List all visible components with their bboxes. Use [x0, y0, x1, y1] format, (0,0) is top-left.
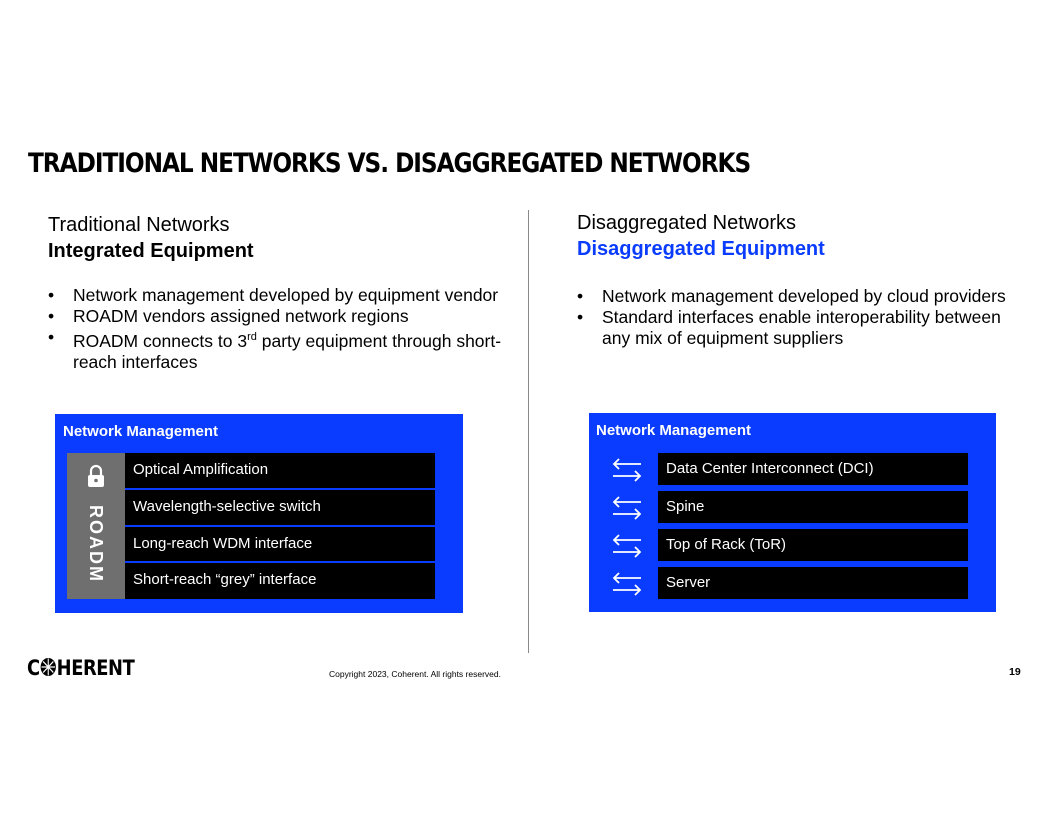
left-bullet-3-text: ROADM connects to 3	[73, 330, 248, 351]
roadm-row-optical-amplification: Optical Amplification	[125, 453, 435, 488]
left-bullet-3	[48, 327, 518, 373]
lock-icon	[85, 464, 107, 493]
page-number: 19	[1009, 666, 1021, 678]
right-heading: Disaggregated Networks	[577, 212, 796, 234]
server-row: Server	[658, 567, 968, 599]
roadm-bar	[67, 453, 125, 599]
right-bullet-1: • Network management developed by cloud providers	[577, 286, 1017, 307]
roadm-row-wavelength-selective-switch: Wavelength-selective switch	[125, 490, 435, 525]
copyright-text: Copyright 2023, Coherent. All rights reserved.	[329, 669, 501, 679]
left-bullet-3-superscript: rd	[247, 331, 257, 343]
right-bullet-2: • Standard interfaces enable interoperability between any mix of equipment suppliers	[577, 307, 1017, 349]
bidirectional-arrow-icon	[611, 496, 643, 520]
left-heading: Traditional Networks	[48, 214, 230, 236]
right-bullet-list	[577, 286, 1017, 349]
right-column-header	[577, 210, 825, 262]
logo-letter: C	[27, 656, 40, 680]
left-panel-title: Network Management	[63, 423, 219, 440]
right-subheading: Disaggregated Equipment	[577, 238, 825, 260]
logo-text: HERENT	[56, 656, 135, 680]
left-bullet-1: • Network management developed by equipment vendor	[48, 285, 518, 306]
tor-row: Top of Rack (ToR)	[658, 529, 968, 561]
bidirectional-arrow-icon	[611, 534, 643, 558]
roadm-label: ROADM	[86, 505, 106, 583]
roadm-row-long-reach-wdm: Long-reach WDM interface	[125, 527, 435, 561]
left-bullet-3-text-cont: party equipment through short-reach interfaces	[73, 330, 502, 372]
left-bullet-list	[48, 285, 518, 373]
left-subheading: Integrated Equipment	[48, 240, 254, 262]
coherent-logo	[27, 656, 134, 680]
column-divider	[528, 210, 529, 653]
roadm-row-short-reach-grey: Short-reach “grey” interface	[125, 563, 435, 599]
bidirectional-arrow-icon	[611, 458, 643, 482]
globe-icon	[40, 657, 57, 677]
bidirectional-arrow-icon	[611, 572, 643, 596]
left-column-header	[48, 212, 254, 264]
dci-row: Data Center Interconnect (DCI)	[658, 453, 968, 485]
right-network-management-panel	[589, 413, 996, 612]
slide-title: TRADITIONAL NETWORKS VS. DISAGGREGATED NETWORKS	[28, 148, 751, 179]
spine-row: Spine	[658, 491, 968, 523]
right-panel-title: Network Management	[596, 422, 752, 439]
left-network-management-panel	[55, 414, 463, 613]
left-bullet-2: • ROADM vendors assigned network regions	[48, 306, 518, 327]
